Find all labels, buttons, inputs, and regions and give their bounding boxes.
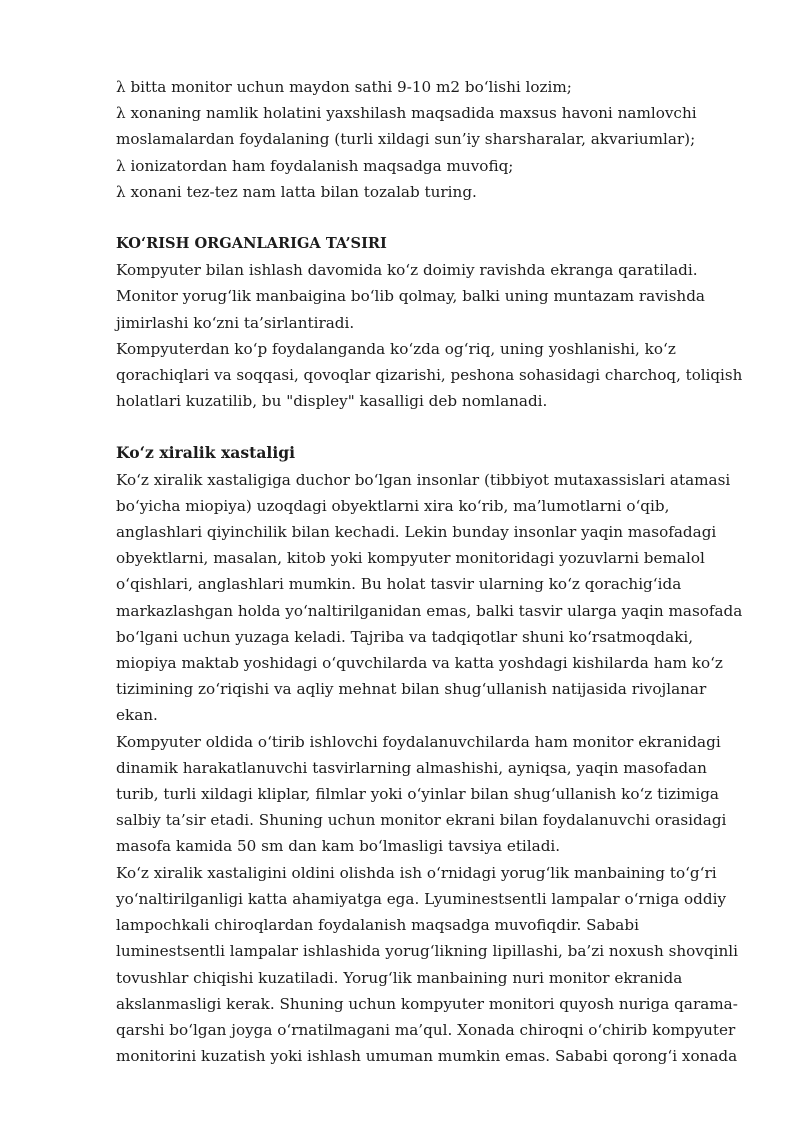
paragraph-line: bo‘lgani uchun yuzaga keladi. Tajriba va tadqiqotlar shuni ko‘rsatmoqdaki, <box>116 627 694 646</box>
section-heading: KO‘RISH ORGANLARIGA TA’SIRI <box>116 235 387 253</box>
bullet-line: λ xonani tez-tez nam latta bilan tozalab turing. <box>116 182 477 201</box>
paragraph-line: qorachiqlari va soqqasi, qovoqlar qizarishi, peshona sohasidagi charchoq, toliqish <box>116 366 743 385</box>
paragraph-line: dinamik harakatlanuvchi tasvirlarning almashishi, ayniqsa, yaqin masofadan <box>116 758 707 777</box>
bullet-list <box>116 74 746 205</box>
paragraph-line: obyektlarni, masalan, kitob yoki kompyuter monitoridagi yozuvlarni bemalol <box>116 549 705 568</box>
paragraph-line: o‘qishlari, anglashlari mumkin. Bu holat tasvir ularning ko‘z qorachig‘ida <box>116 575 682 594</box>
paragraph-line: qarshi bo‘lgan joyga o‘rnatilmagani ma’qul. Xonada chiroqni o‘chirib kompyuter <box>116 1020 736 1039</box>
paragraph-line: markazlashgan holda yo‘naltirilganidan emas, balki tasvir ularga yaqin masofada <box>116 601 743 620</box>
bullet-line: λ ionizatordan ham foydalanish maqsadga muvofiq; <box>116 156 514 175</box>
paragraph-line: Ko‘z xiralik xastaligini oldini olishda ish o‘rnidagi yorug‘lik manbaining to‘g‘ri <box>116 863 717 882</box>
document-page <box>116 74 746 1069</box>
section-eye-impact <box>116 231 746 414</box>
paragraph-line: holatlari kuzatilib, bu "displey" kasalligi deb nomlanadi. <box>116 392 548 411</box>
paragraph-line: bo‘yicha miopiya) uzoqdagi obyektlarni xira ko‘rib, ma’lumotlarni o‘qib, <box>116 496 670 515</box>
paragraph-line: Ko‘z xiralik xastaligiga duchor bo‘lgan insonlar (tibbiyot mutaxassislari atamasi <box>116 470 731 489</box>
paragraph-line: salbiy ta’sir etadi. Shuning uchun monitor ekrani bilan foydalanuvchi orasidagi <box>116 811 727 830</box>
paragraph-line: Kompyuter bilan ishlash davomida ko‘z doimiy ravishda ekranga qaratiladi. <box>116 261 698 280</box>
paragraph-line: masofa kamida 50 sm dan kam bo‘lmasligi tavsiya etiladi. <box>116 837 561 856</box>
paragraph-line: tizimining zo‘riqishi va aqliy mehnat bilan shug‘ullanish natijasida rivojlanar <box>116 680 707 699</box>
section-heading: Ko‘z xiralik xastaligi <box>116 443 296 463</box>
paragraph-line: akslanmasligi kerak. Shuning uchun kompyuter monitori quyosh nuriga qarama- <box>116 994 738 1013</box>
paragraph-line: Kompyuter oldida o‘tirib ishlovchi foydalanuvchilarda ham monitor ekranidagi <box>116 732 721 751</box>
bullet-line: moslamalardan foydalaning (turli xildagi sun’iy sharsharalar, akvariumlar); <box>116 130 696 149</box>
paragraph-line: Kompyuterdan ko‘p foydalanganda ko‘zda og‘riq, uning yoshlanishi, ko‘z <box>116 339 676 358</box>
paragraph-line: monitorini kuzatish yoki ishlash umuman mumkin emas. Sababi qorong‘i xonada <box>116 1047 738 1066</box>
paragraph-line: ekan. <box>116 706 158 725</box>
bullet-line: λ xonaning namlik holatini yaxshilash maqsadida maxsus havoni namlovchi <box>116 104 697 123</box>
paragraph-line: tovushlar chiqishi kuzatiladi. Yorug‘lik manbaining nuri monitor ekranida <box>116 968 683 987</box>
paragraph-line: jimirlashi ko‘zni ta’sirlantiradi. <box>116 313 355 332</box>
paragraph-line: miopiya maktab yoshidagi o‘quvchilarda va katta yoshdagi kishilarda ham ko‘z <box>116 654 723 673</box>
paragraph-line: yo‘naltirilganligi katta ahamiyatga ega. Lyuminestsentli lampalar o‘rniga oddiy <box>116 889 727 908</box>
paragraph-line: Monitor yorug‘lik manbaigina bo‘lib qolmay, balki uning muntazam ravishda <box>116 287 705 306</box>
section-myopia <box>116 440 746 1069</box>
bullet-line: λ bitta monitor uchun maydon sathi 9-10 m2 bo‘lishi lozim; <box>116 78 572 96</box>
paragraph-line: turib, turli xildagi kliplar, filmlar yoki o‘yinlar bilan shug‘ullanish ko‘z tizimiga <box>116 785 719 804</box>
paragraph-line: lampochkali chiroqlardan foydalanish maqsadga muvofiqdir. Sababi <box>116 916 639 935</box>
paragraph-line: anglashlari qiyinchilik bilan kechadi. Lekin bunday insonlar yaqin masofadagi <box>116 523 717 542</box>
paragraph-line: luminestsentli lampalar ishlashida yorug‘likning lipillashi, ba’zi noxush shovqinli <box>116 942 738 961</box>
